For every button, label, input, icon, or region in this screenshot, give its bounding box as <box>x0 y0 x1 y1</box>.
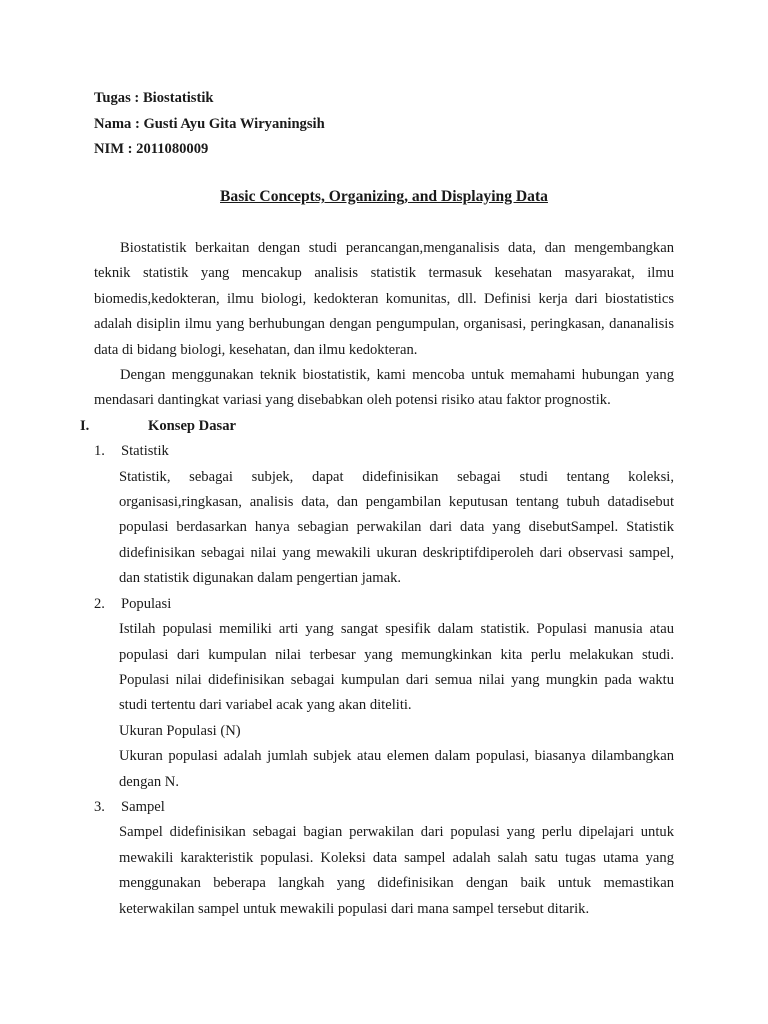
section-number: I. <box>80 417 90 434</box>
student-name: Nama : Gusti Ayu Gita Wiryaningsih <box>94 115 325 132</box>
list-item-paragraph: Sampel didefinisikan sebagai bagian perwakilan dari populasi yang perlu dipelajari untuk mewakili karakteristik populasi. Koleksi data sampel adalah salah satu tugas utama yang menggunakan beberapa langkah yang didefinisikan dengan baik untuk memastikan keterwakilan sampel untuk mewakili populasi dari mana sampel tersebut ditarik. <box>119 824 674 917</box>
list-item-title: Statistik <box>121 443 169 460</box>
intro-paragraph: Dengan menggunakan teknik biostatistik, kami mencoba untuk memahami hubungan yang mendasari dantingkat variasi yang disebabkan oleh potensi risiko atau faktor prognostik. <box>94 367 674 409</box>
list-item-paragraph: Statistik, sebagai subjek, dapat didefinisikan sebagai studi tentang koleksi, organisasi,ringkasan, analisis data, dan pengambilan keputusan tentang tubuh datadisebut populasi berdasarkan hanya sebagian perwakilan dari data yang disebutSampel. Statistik didefinisikan sebagai nilai yang mewakili ukuran deskriptifdiperoleh dari observasi sampel, dan statistik digunakan dalam pengertian jamak. <box>119 468 674 587</box>
list-item-body <box>119 465 674 592</box>
section-title: Konsep Dasar <box>148 417 236 434</box>
intro-paragraph: Biostatistik berkaitan dengan studi perancangan,menganalisis data, dan mengembangkan teknik statistik yang mencakup analisis statistik termasuk kesehatan masyarakat, ilmu biomedis,kedokteran, ilmu biologi, kedokteran komunitas, dll. Definisi kerja dari biostatistics adalah disiplin ilmu yang berhubungan dengan pengumpulan, organisasi, peringkasan, dananalisis data di bidang biologi, kesehatan, dan ilmu kedokteran. <box>94 240 674 358</box>
document-header <box>94 86 325 163</box>
list-item-heading <box>94 592 674 617</box>
list-item-heading <box>94 795 674 820</box>
list-item-number: 1. <box>94 443 105 460</box>
list-item-title: Populasi <box>121 595 172 612</box>
document-title: Basic Concepts, Organizing, and Displaying Data <box>220 188 548 205</box>
section-heading <box>80 414 674 439</box>
list-item-body <box>119 820 674 922</box>
list-item-number: 2. <box>94 595 105 612</box>
list-item-paragraph: Istilah populasi memiliki arti yang sangat spesifik dalam statistik. Populasi manusia atau populasi dari kumpulan nilai terbesar yang memungkinkan kita perlu melakukan studi. Populasi nilai didefinisikan sebagai kumpulan dari semua nilai yang mungkin pada waktu studi tertentu dari variabel acak yang akan diteliti. <box>119 621 674 714</box>
document-body <box>80 236 674 922</box>
list-item-subheading: Ukuran Populasi (N) <box>119 722 241 739</box>
student-id: NIM : 2011080009 <box>94 141 209 157</box>
list-item-title: Sampel <box>121 798 165 815</box>
assignment-label: Tugas : Biostatistik <box>94 90 214 106</box>
list-item-body <box>119 617 674 795</box>
list-item-heading <box>94 439 674 464</box>
list-item-paragraph: Ukuran populasi adalah jumlah subjek atau elemen dalam populasi, biasanya dilambangkan dengan N. <box>119 748 674 790</box>
list-item-number: 3. <box>94 798 105 815</box>
